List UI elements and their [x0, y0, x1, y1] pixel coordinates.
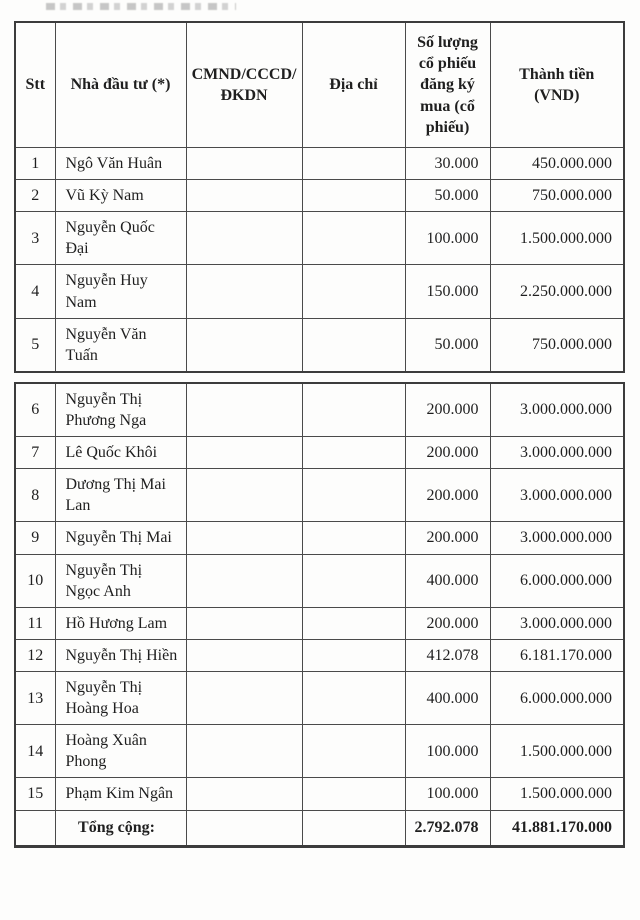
investor-table-page-2: [14, 382, 625, 848]
amount-cell: 1.500.000.000: [490, 725, 624, 778]
quantity-cell: 100.000: [405, 725, 490, 778]
quantity-cell: 150.000: [405, 265, 490, 318]
investor-row: [15, 778, 624, 810]
quantity-cell: 400.000: [405, 554, 490, 607]
address-cell: [302, 607, 405, 639]
id-cell: [186, 522, 302, 554]
stt-cell: 9: [15, 522, 55, 554]
investor-name-cell: Nguyễn Quốc Đại: [55, 212, 186, 265]
stt-cell: 3: [15, 212, 55, 265]
stt-cell: 5: [15, 318, 55, 372]
total-quantity: 2.792.078: [405, 810, 490, 846]
header-row: [15, 22, 624, 148]
total-empty-address: [302, 810, 405, 846]
id-cell: [186, 725, 302, 778]
address-cell: [302, 469, 405, 522]
stt-cell: 11: [15, 607, 55, 639]
address-cell: [302, 265, 405, 318]
quantity-cell: 200.000: [405, 607, 490, 639]
investor-row: [15, 318, 624, 372]
amount-cell: 750.000.000: [490, 180, 624, 212]
col-header-amount: Thành tiền (VND): [490, 22, 624, 148]
investor-name-cell: Nguyễn Văn Tuấn: [55, 318, 186, 372]
stt-cell: 15: [15, 778, 55, 810]
stt-cell: 1: [15, 148, 55, 180]
quantity-cell: 100.000: [405, 778, 490, 810]
quantity-cell: 200.000: [405, 469, 490, 522]
col-header-stt: Stt: [15, 22, 55, 148]
quantity-cell: 50.000: [405, 180, 490, 212]
quantity-cell: 412.078: [405, 639, 490, 671]
id-cell: [186, 318, 302, 372]
quantity-cell: 100.000: [405, 212, 490, 265]
table-body-page-1: [15, 148, 624, 372]
quantity-cell: 200.000: [405, 383, 490, 437]
id-cell: [186, 437, 302, 469]
total-row: [15, 810, 624, 846]
address-cell: [302, 383, 405, 437]
col-header-investor: Nhà đầu tư (*): [55, 22, 186, 148]
investor-name-cell: Hoàng Xuân Phong: [55, 725, 186, 778]
id-cell: [186, 607, 302, 639]
col-header-quantity: Số lượng cổ phiếu đăng ký mua (cổ phiếu): [405, 22, 490, 148]
scan-artifact-smudge: [46, 3, 236, 10]
investor-row: [15, 212, 624, 265]
address-cell: [302, 148, 405, 180]
address-cell: [302, 522, 405, 554]
amount-cell: 1.500.000.000: [490, 778, 624, 810]
stt-cell: 14: [15, 725, 55, 778]
id-cell: [186, 778, 302, 810]
investor-row: [15, 469, 624, 522]
investor-row: [15, 725, 624, 778]
investor-row: [15, 180, 624, 212]
col-header-address: Địa chỉ: [302, 22, 405, 148]
id-cell: [186, 639, 302, 671]
investor-name-cell: Phạm Kim Ngân: [55, 778, 186, 810]
address-cell: [302, 212, 405, 265]
amount-cell: 6.181.170.000: [490, 639, 624, 671]
id-cell: [186, 469, 302, 522]
investor-name-cell: Nguyễn Thị Hoàng Hoa: [55, 671, 186, 724]
table-body-page-2: [15, 383, 624, 810]
investor-row: [15, 522, 624, 554]
total-label: Tổng cộng:: [55, 810, 186, 846]
investor-name-cell: Dương Thị Mai Lan: [55, 469, 186, 522]
investor-row: [15, 265, 624, 318]
id-cell: [186, 180, 302, 212]
amount-cell: 1.500.000.000: [490, 212, 624, 265]
address-cell: [302, 554, 405, 607]
amount-cell: 3.000.000.000: [490, 522, 624, 554]
id-cell: [186, 671, 302, 724]
stt-cell: 4: [15, 265, 55, 318]
investor-row: [15, 383, 624, 437]
amount-cell: 6.000.000.000: [490, 554, 624, 607]
investor-row: [15, 554, 624, 607]
investor-name-cell: Nguyễn Thị Mai: [55, 522, 186, 554]
investor-row: [15, 148, 624, 180]
investor-name-cell: Nguyễn Huy Nam: [55, 265, 186, 318]
total-empty-id: [186, 810, 302, 846]
col-header-id: CMND/CCCD/ĐKDN: [186, 22, 302, 148]
amount-cell: 450.000.000: [490, 148, 624, 180]
amount-cell: 2.250.000.000: [490, 265, 624, 318]
quantity-cell: 30.000: [405, 148, 490, 180]
investor-row: [15, 639, 624, 671]
investor-table-wrap: [14, 21, 623, 848]
address-cell: [302, 180, 405, 212]
investor-name-cell: Ngô Văn Huân: [55, 148, 186, 180]
address-cell: [302, 725, 405, 778]
investor-table-page-1: [14, 21, 625, 373]
id-cell: [186, 212, 302, 265]
quantity-cell: 200.000: [405, 437, 490, 469]
id-cell: [186, 383, 302, 437]
stt-cell: 10: [15, 554, 55, 607]
id-cell: [186, 554, 302, 607]
investor-name-cell: Vũ Kỳ Nam: [55, 180, 186, 212]
investor-row: [15, 671, 624, 724]
stt-cell: 13: [15, 671, 55, 724]
amount-cell: 3.000.000.000: [490, 437, 624, 469]
table-header: [15, 22, 624, 148]
address-cell: [302, 778, 405, 810]
investor-name-cell: Hồ Hương Lam: [55, 607, 186, 639]
amount-cell: 3.000.000.000: [490, 607, 624, 639]
address-cell: [302, 639, 405, 671]
stt-cell: 8: [15, 469, 55, 522]
investor-name-cell: Nguyễn Thị Hiền: [55, 639, 186, 671]
investor-row: [15, 437, 624, 469]
total-empty-stt: [15, 810, 55, 846]
quantity-cell: 50.000: [405, 318, 490, 372]
stt-cell: 7: [15, 437, 55, 469]
stt-cell: 6: [15, 383, 55, 437]
total-amount: 41.881.170.000: [490, 810, 624, 846]
stt-cell: 12: [15, 639, 55, 671]
address-cell: [302, 318, 405, 372]
investor-name-cell: Nguyễn Thị Phương Nga: [55, 383, 186, 437]
amount-cell: 750.000.000: [490, 318, 624, 372]
investor-row: [15, 607, 624, 639]
address-cell: [302, 437, 405, 469]
quantity-cell: 400.000: [405, 671, 490, 724]
investor-name-cell: Lê Quốc Khôi: [55, 437, 186, 469]
amount-cell: 3.000.000.000: [490, 469, 624, 522]
stt-cell: 2: [15, 180, 55, 212]
amount-cell: 6.000.000.000: [490, 671, 624, 724]
address-cell: [302, 671, 405, 724]
id-cell: [186, 265, 302, 318]
id-cell: [186, 148, 302, 180]
quantity-cell: 200.000: [405, 522, 490, 554]
investor-name-cell: Nguyễn Thị Ngọc Anh: [55, 554, 186, 607]
amount-cell: 3.000.000.000: [490, 383, 624, 437]
